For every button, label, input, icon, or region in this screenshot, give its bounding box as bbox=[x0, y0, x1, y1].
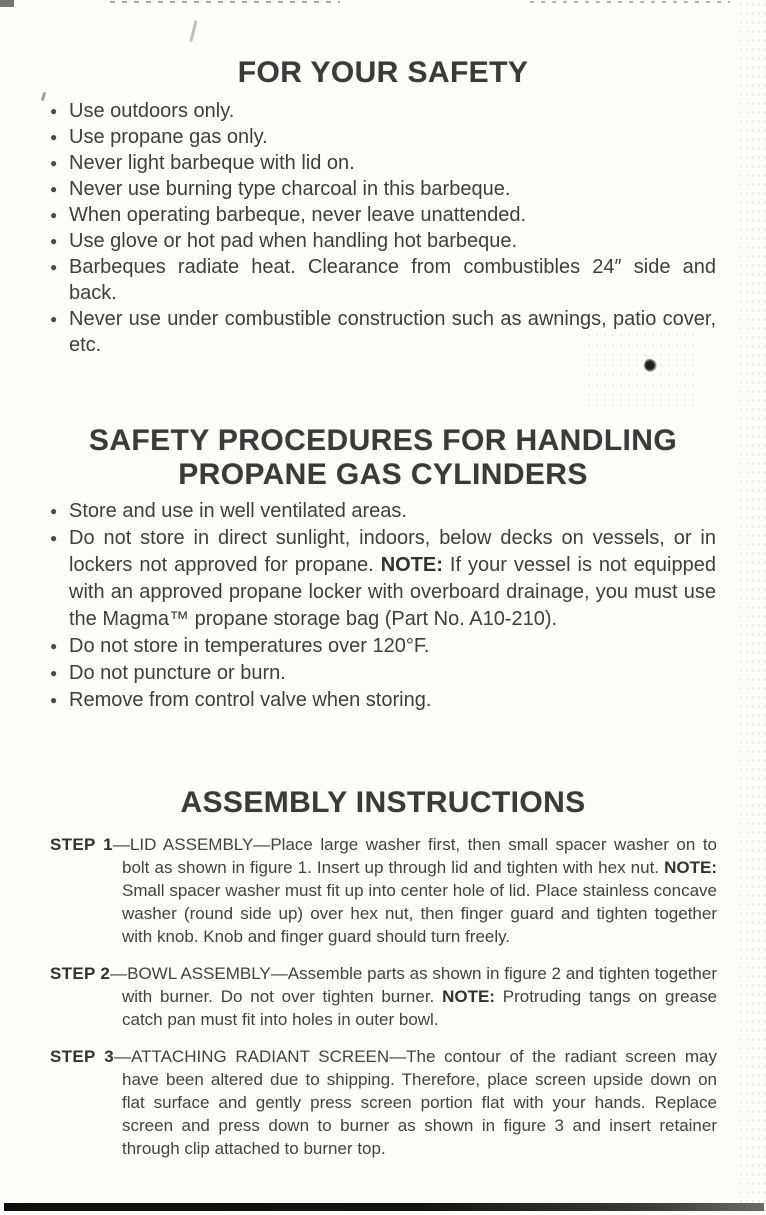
text-segment: Remove from control valve when storing. bbox=[69, 689, 432, 711]
bullet-text bbox=[69, 150, 716, 176]
assembly-step bbox=[50, 962, 717, 1031]
bullet-icon: ● bbox=[50, 693, 58, 707]
bullet-icon: ● bbox=[50, 208, 58, 222]
text-segment: —ATTACHING RADIANT SCREEN—The contour of the radiant screen may have been altered due to shipping. Therefore, place screen upside down on flat surface and gently press screen portion flat with your hands. Replace screen and press down to burner as shown in figure 3 and insert retainer through clip attached to burner top. bbox=[114, 1047, 717, 1158]
bullet-icon: ● bbox=[50, 666, 58, 680]
bullet-icon: ● bbox=[50, 312, 58, 326]
text-segment: —BOWL ASSEMBLY—Assemble parts as shown in figure 2 and tighten together with burner. Do not over tighten burner. bbox=[110, 964, 718, 1006]
bullet-text bbox=[69, 633, 716, 660]
bullet-item bbox=[48, 150, 716, 176]
bullet-icon: ● bbox=[50, 260, 58, 274]
bullet-icon: ● bbox=[50, 504, 58, 518]
text-segment: Use propane gas only. bbox=[69, 126, 268, 148]
bullet-item bbox=[48, 124, 716, 150]
bullet-text bbox=[69, 687, 716, 714]
step-label: STEP 2 bbox=[50, 964, 111, 983]
note-label: NOTE: bbox=[380, 554, 443, 576]
assembly-step bbox=[50, 1045, 717, 1160]
text-segment: Barbeques radiate heat. Clearance from combustibles 24″ side and back. bbox=[69, 256, 716, 304]
bullet-item bbox=[48, 228, 716, 254]
bullet-text bbox=[69, 176, 716, 202]
bullet-item bbox=[48, 202, 716, 228]
bullet-item bbox=[48, 525, 716, 633]
bullet-text bbox=[69, 202, 716, 228]
text-segment: Do not puncture or burn. bbox=[69, 662, 286, 684]
note-label: NOTE: bbox=[442, 987, 495, 1006]
bullet-text bbox=[69, 254, 716, 306]
text-segment: Use glove or hot pad when handling hot barbeque. bbox=[69, 230, 518, 252]
bullet-item bbox=[48, 687, 716, 714]
text-segment: Do not store in direct sunlight, indoors, below decks on vessels, or in lockers not approved for propane. bbox=[69, 527, 716, 576]
bullet-icon: ● bbox=[50, 104, 58, 118]
bullet-icon: ● bbox=[50, 130, 58, 144]
text-segment: Use outdoors only. bbox=[69, 100, 235, 122]
bullet-icon: ● bbox=[50, 639, 58, 653]
scan-squiggle-mark bbox=[189, 20, 197, 42]
bottom-rule bbox=[4, 1203, 764, 1211]
bullet-text bbox=[69, 98, 716, 124]
bullet-item bbox=[48, 254, 716, 306]
text-segment: If your vessel is not equipped with an approved propane locker with overboard drainage, you must use the Magma™ propane storage bag (Part No. A10-210). bbox=[69, 554, 716, 630]
bullet-item bbox=[48, 176, 716, 202]
text-segment: When operating barbeque, never leave unattended. bbox=[69, 204, 527, 226]
safety-bullet-list bbox=[48, 98, 716, 358]
bullet-text bbox=[69, 228, 716, 254]
note-label: NOTE: bbox=[664, 858, 717, 877]
bullet-icon: ● bbox=[50, 531, 58, 545]
step-label: STEP 3 bbox=[50, 1047, 114, 1066]
text-segment: Never use burning type charcoal in this barbeque. bbox=[69, 178, 511, 200]
bullet-item bbox=[48, 98, 716, 124]
section-title-assembly-instructions: ASSEMBLY INSTRUCTIONS bbox=[180, 786, 586, 819]
bullet-text bbox=[69, 525, 716, 633]
text-segment: Do not store in temperatures over 120°F. bbox=[69, 635, 430, 657]
bullet-icon: ● bbox=[50, 156, 58, 170]
section-title-for-your-safety: FOR YOUR SAFETY bbox=[237, 56, 529, 89]
bullet-item bbox=[48, 498, 716, 525]
text-segment: Protruding tangs on grease catch pan must fit into holes in outer bowl. bbox=[122, 987, 717, 1029]
text-segment: Never use under combustible construction such as awnings, patio cover, etc. bbox=[69, 308, 716, 356]
assembly-step-list bbox=[50, 833, 717, 1160]
text-segment: Small spacer washer must fit up into center hole of lid. Place stainless concave washer (round side up) over hex nut, then finger guard and tighten together with knob. Knob and finger guard should turn freely. bbox=[122, 881, 717, 946]
step-label: STEP 1 bbox=[50, 835, 113, 854]
assembly-step bbox=[50, 833, 717, 948]
title-line: SAFETY PROCEDURES FOR HANDLING bbox=[88, 424, 678, 457]
scan-top-edge-line bbox=[530, 1, 730, 3]
bullet-text bbox=[69, 306, 716, 358]
section-for-your-safety bbox=[0, 56, 766, 358]
text-segment: Never light barbeque with lid on. bbox=[69, 152, 355, 174]
scan-top-edge-line bbox=[110, 1, 340, 3]
bullet-item bbox=[48, 633, 716, 660]
bullet-text bbox=[69, 498, 716, 525]
bullet-text bbox=[69, 124, 716, 150]
bullet-icon: ● bbox=[50, 234, 58, 248]
bullet-item bbox=[48, 660, 716, 687]
section-assembly-instructions bbox=[0, 786, 766, 1174]
section-title-propane-cylinders bbox=[0, 424, 766, 492]
section-propane-cylinders bbox=[0, 424, 766, 714]
text-segment: —LID ASSEMBLY—Place large washer first, then small spacer washer on to bolt as shown in figure 1. Insert up through lid and tighten with hex nut. bbox=[112, 835, 717, 877]
bullet-icon: ● bbox=[50, 182, 58, 196]
scan-corner-mark bbox=[0, 0, 14, 7]
text-segment: Store and use in well ventilated areas. bbox=[69, 500, 407, 522]
bullet-text bbox=[69, 660, 716, 687]
bullet-item bbox=[48, 306, 716, 358]
title-line: PROPANE GAS CYLINDERS bbox=[178, 458, 588, 491]
cylinders-bullet-list bbox=[48, 498, 716, 714]
